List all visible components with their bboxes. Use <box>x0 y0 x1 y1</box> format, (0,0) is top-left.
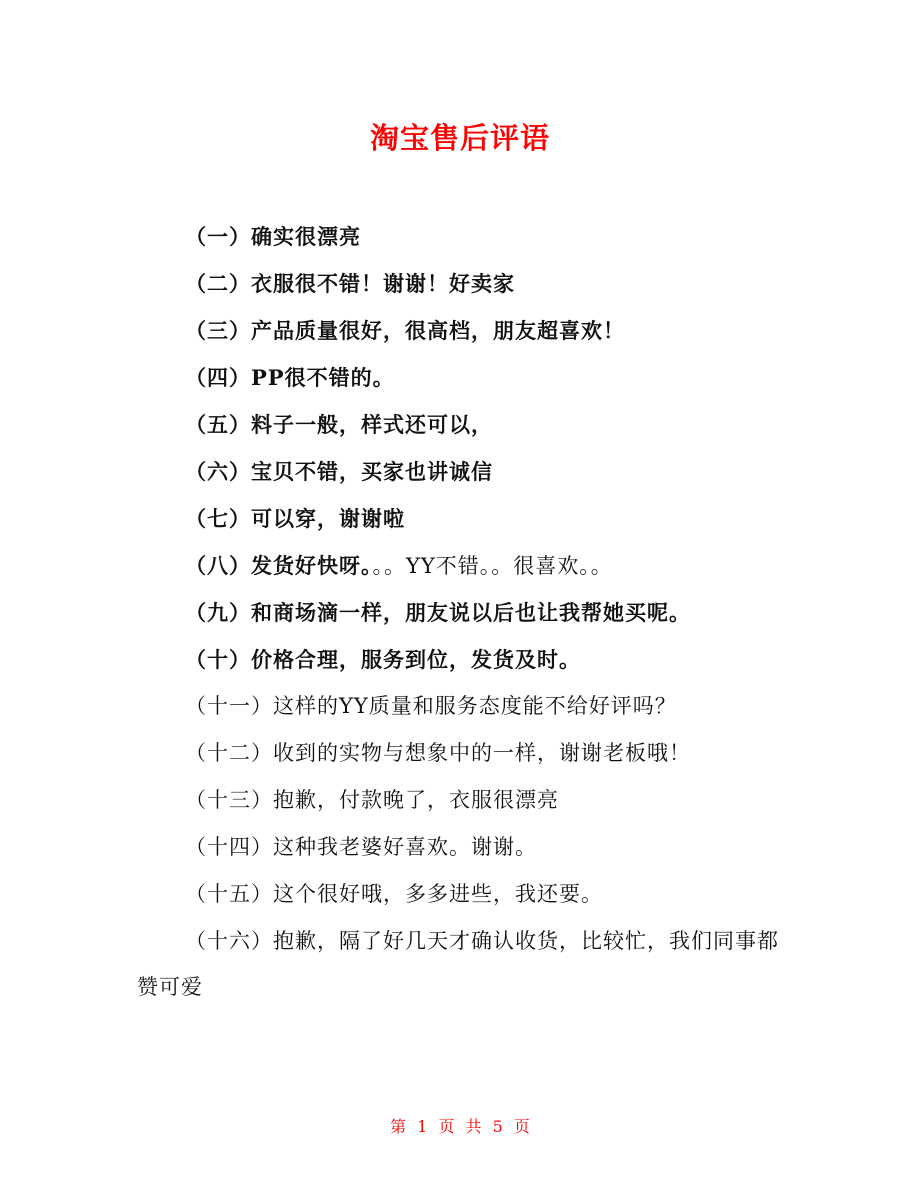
list-item: （四）PP很不错的。 <box>185 365 395 390</box>
comment-list <box>137 213 787 1010</box>
page-title: 淘宝售后评语 <box>369 121 550 155</box>
list-item: （七）可以穿，谢谢啦 <box>185 506 405 531</box>
list-item: （十四）这种我老婆好喜欢。谢谢。 <box>185 835 537 859</box>
list-item: （十六）抱歉，隔了好几天才确认收货，比较忙，我们同事都赞可爱 <box>137 929 779 999</box>
list-item: （六）宝贝不错，买家也讲诚信 <box>185 459 493 484</box>
list-item-normal-part: 。。YY不错。。很喜欢。。 <box>372 554 613 578</box>
list-item: （九）和商场滴一样，朋友说以后也让我帮她买呢。 <box>185 600 691 625</box>
list-item: （十一）这样的YY质量和服务态度能不给好评吗？ <box>185 694 677 718</box>
list-item: （一）确实很漂亮 <box>185 224 361 249</box>
list-item: （二）衣服很不错！谢谢！好卖家 <box>185 271 515 296</box>
list-item: （三）产品质量很好，很高档，朋友超喜欢！ <box>185 318 625 343</box>
list-item: （十五）这个很好哦，多多进些，我还要。 <box>185 882 603 906</box>
page-footer: 第 1 页 共 5 页 <box>390 1117 530 1136</box>
list-item: （五）料子一般，样式还可以， <box>185 412 493 437</box>
list-item-bold-part: （八）发货好快呀。 <box>185 553 373 578</box>
list-item: （十）价格合理，服务到位，发货及时。 <box>185 647 581 672</box>
list-item: （十三）抱歉，付款晚了，衣服很漂亮 <box>185 788 559 812</box>
list-item <box>137 542 787 589</box>
list-item: （十二）收到的实物与想象中的一样，谢谢老板哦！ <box>185 741 691 765</box>
